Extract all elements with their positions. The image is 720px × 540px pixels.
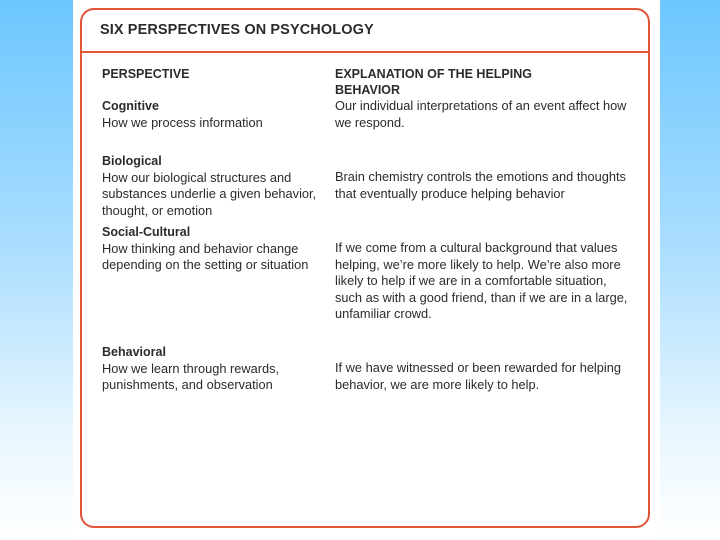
perspective-description: How we process information [102,114,263,130]
table-title: SIX PERSPECTIVES ON PSYCHOLOGY [100,22,374,38]
title-divider [82,51,648,53]
perspective-name: Biological [102,154,162,168]
perspective-name: Social-Cultural [102,225,191,239]
perspective-cell [102,224,324,274]
explanation-cell: Brain chemistry controls the emotions and thoughts that eventually produce helping behavior [335,169,626,201]
explanation-cell: If we come from a cultural background that values helping, we’re more likely to help. We’re also more likely to help if we are in a comfortable situation, such as with a good friend, than if we are in a large, unfamiliar crowd. [335,240,628,321]
perspective-cell [102,98,324,131]
perspective-name: Cognitive [102,99,159,113]
perspective-name: Behavioral [102,345,166,359]
perspective-description: How our biological structures and substances underlie a given behavior, thought, or emotion [102,169,317,218]
column-header-perspective: PERSPECTIVE [102,67,190,81]
perspective-cell [102,153,324,219]
slide [73,0,660,540]
perspective-cell [102,344,324,394]
perspective-description: How thinking and behavior change depending on the setting or situation [102,240,309,272]
column-header-explanation: EXPLANATION OF THE HELPING BEHAVIOR [335,67,532,97]
explanation-cell: Our individual interpretations of an event affect how we respond. [335,98,627,130]
perspectives-table-card [80,8,650,528]
explanation-cell: If we have witnessed or been rewarded for helping behavior, we are more likely to help. [335,360,621,392]
perspective-description: How we learn through rewards, punishments, and observation [102,360,280,392]
